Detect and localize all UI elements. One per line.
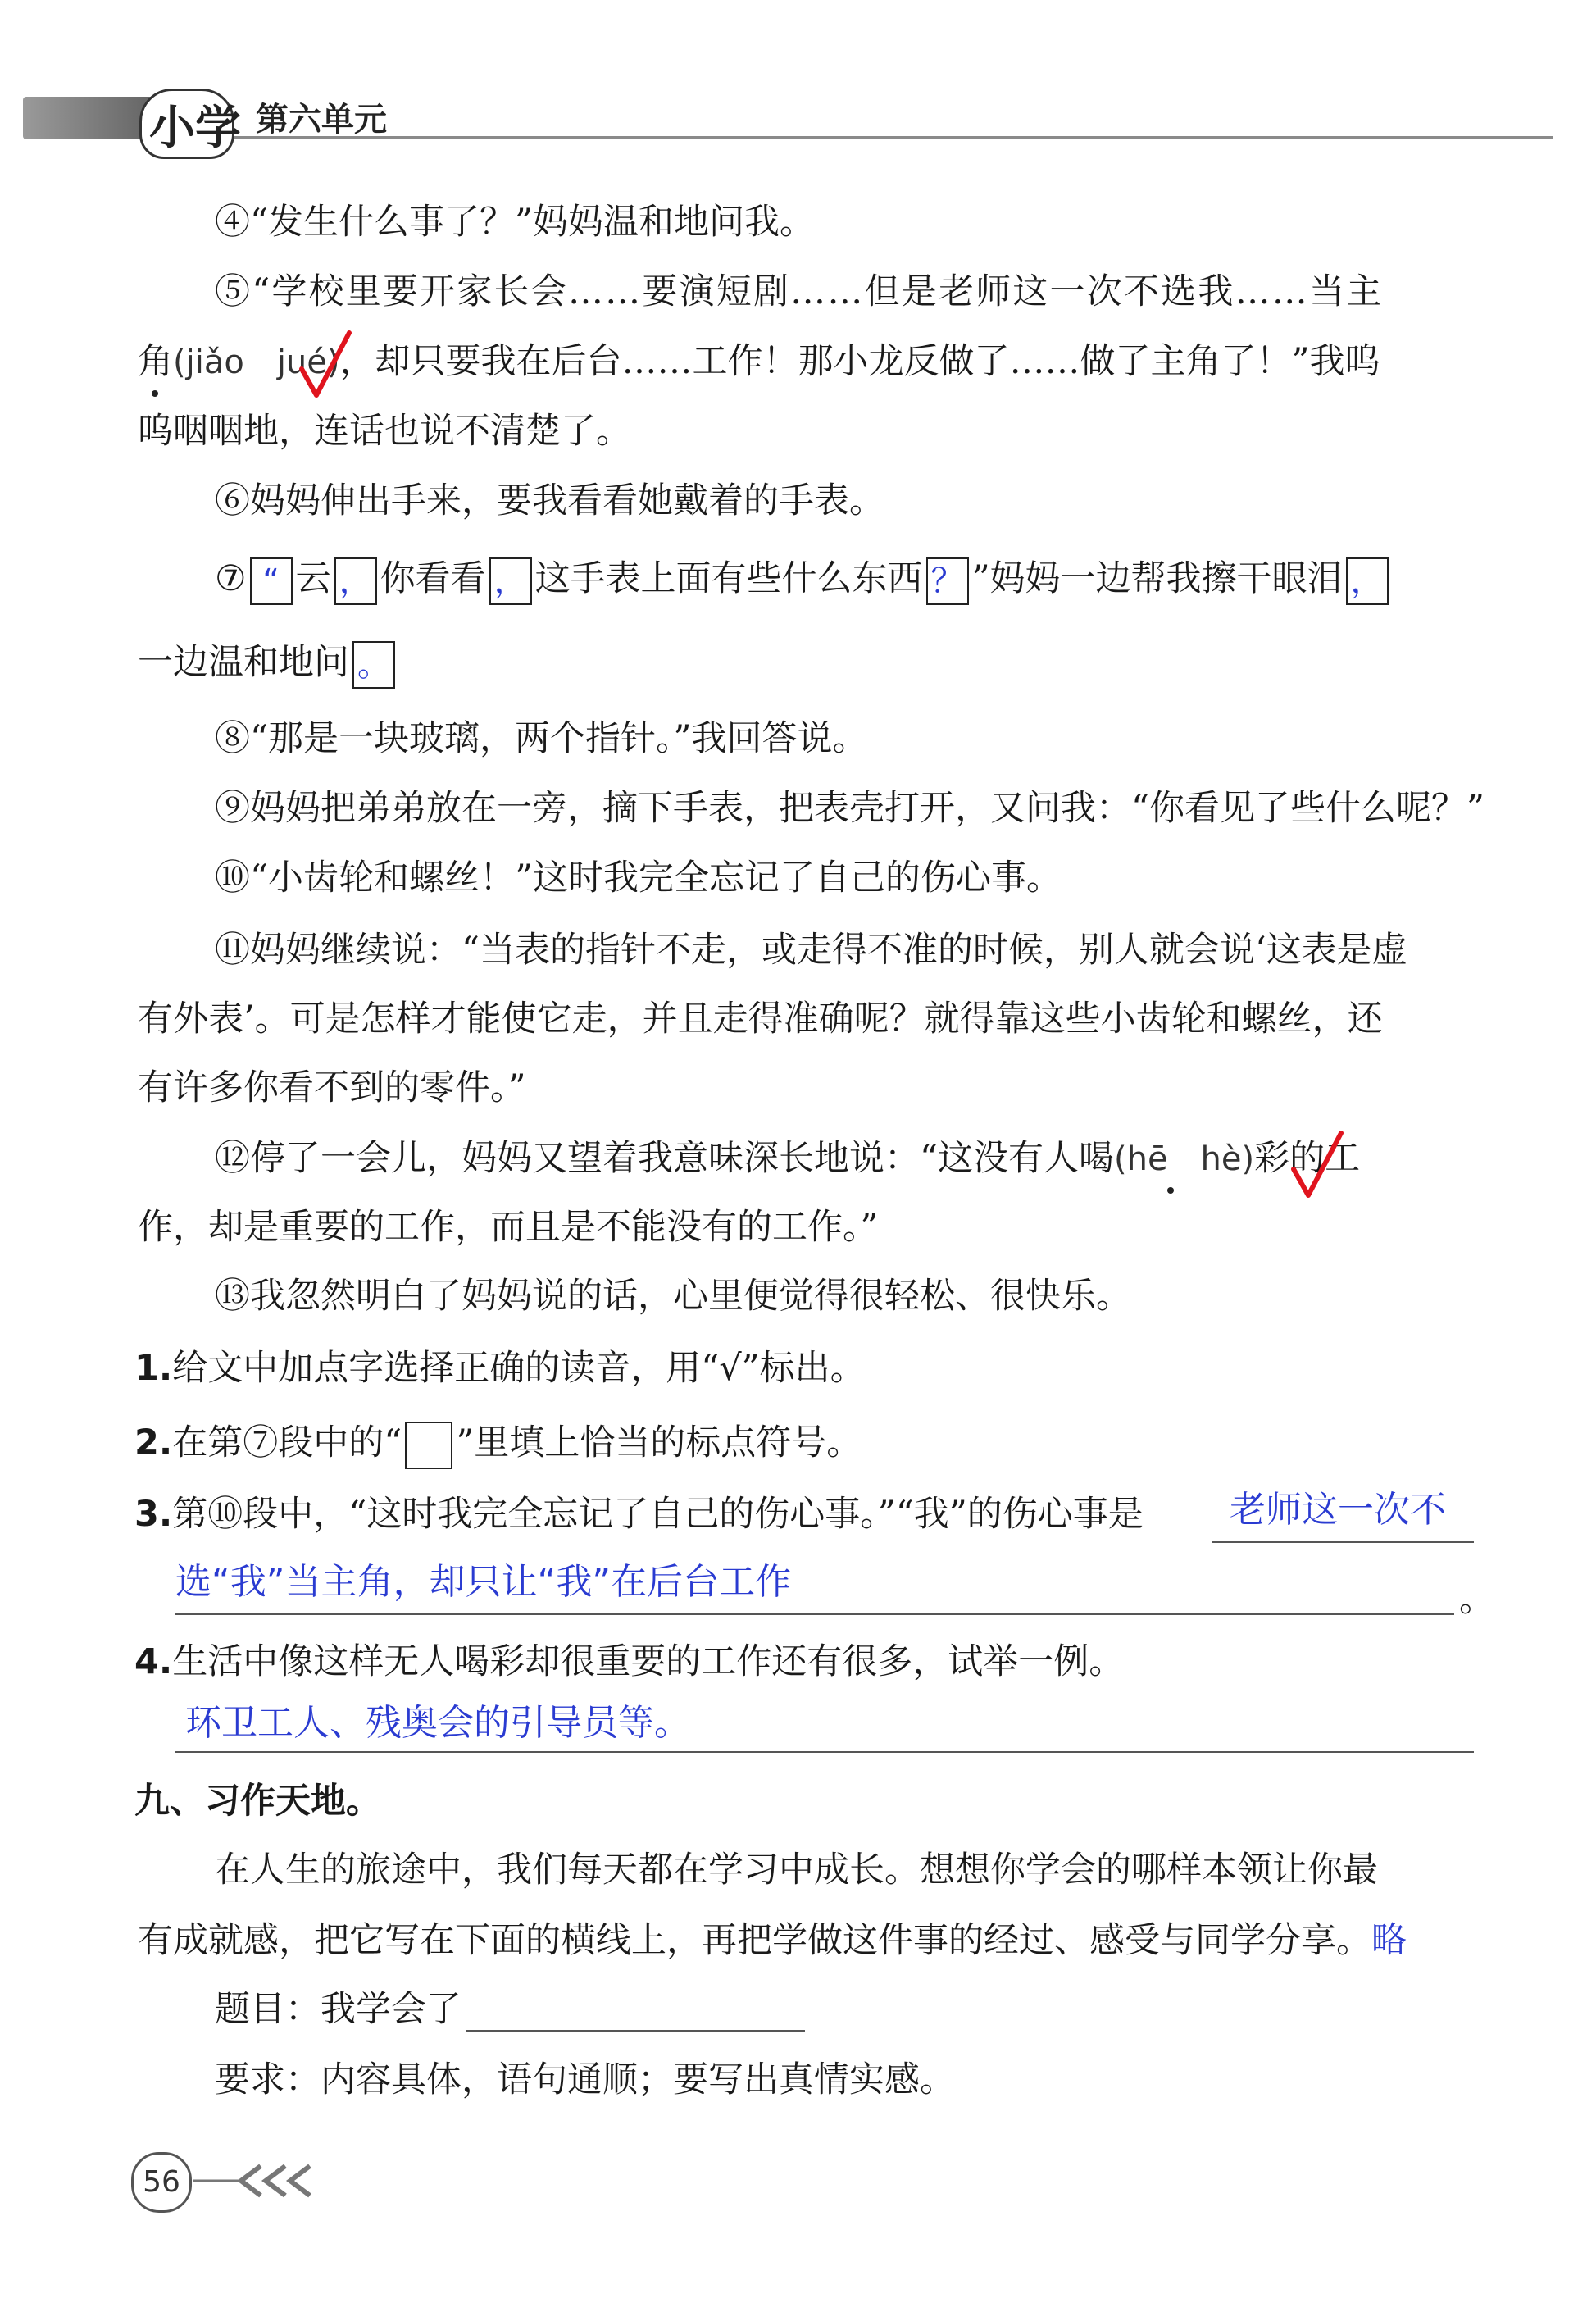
answer-line: [175, 1613, 1454, 1615]
emphasis-dot: [152, 390, 158, 397]
text-segment: 一边温和地问: [138, 642, 349, 683]
paragraph-11-line-3: 有许多你看不到的零件。”: [138, 1067, 526, 1108]
punctuation-box-2: ，: [334, 557, 377, 605]
answer-4: 环卫工人、残奥会的引导员等。: [185, 1702, 690, 1744]
punctuation-box-4: ？: [926, 557, 969, 605]
paragraph-7-line-2: [138, 641, 398, 689]
question-4: [134, 1641, 1125, 1682]
paragraph-11-line-2: 有外表’。可是怎样才能使它走，并且走得准确呢？就得靠这些小齿轮和螺丝，还: [138, 999, 1383, 1040]
text-segment: 云: [295, 558, 331, 599]
answer-line: [175, 1751, 1474, 1753]
question-text: 在第⑦段中的“: [172, 1422, 402, 1463]
writing-title-label: 题目：我学会了: [215, 1989, 462, 2030]
pinyin-options-jiao: (jiǎo jué): [173, 344, 340, 381]
writing-requirement: 要求：内容具体，语句通顺；要写出真情实感。: [215, 2059, 955, 2100]
emphasis-dot: [1167, 1187, 1174, 1194]
paragraph-5-line-3: 呜咽咽地，连话也说不清楚了。: [138, 411, 631, 452]
question-number: 1.: [134, 1348, 173, 1389]
text-segment: 你看看: [380, 558, 486, 599]
pinyin-options-he: (hē hè): [1113, 1140, 1255, 1178]
text-segment: ”妈妈一边帮我擦干眼泪: [971, 558, 1343, 599]
paragraph-13: ⑬我忽然明白了妈妈说的话，心里便觉得很轻松、很快乐。: [215, 1276, 1131, 1317]
paragraph-number: ⑦: [215, 558, 247, 599]
section-heading: 九、习作天地。: [134, 1781, 381, 1822]
answer-3-part-2: 选“我”当主角，却只让“我”在后台工作: [175, 1561, 792, 1603]
question-number: 2.: [134, 1422, 173, 1463]
answer-omitted: 略: [1371, 1920, 1407, 1961]
text-segment: 有成就感，把它写在下面的横线上，再把学做这件事的经过、感受与同学分享。: [138, 1920, 1371, 1961]
question-2: [134, 1422, 862, 1469]
paragraph-12-line-1: [215, 1138, 1361, 1179]
question-1: [134, 1348, 866, 1389]
punctuation-box-6: 。: [352, 641, 395, 689]
page-number: 56: [131, 2152, 192, 2213]
question-text: 第⑩段中，“这时我完全忘记了自己的伤心事。”“我”的伤心事是: [172, 1494, 1144, 1535]
paragraph-8: ⑧“那是一块玻璃，两个指针。”我回答说。: [215, 718, 868, 759]
punctuation-box-1: “: [250, 557, 293, 605]
answer-3-part-1: 老师这一次不: [1230, 1489, 1446, 1531]
arrows-decoration-icon: [190, 2159, 330, 2200]
punctuation-box-3: ，: [489, 557, 532, 605]
paragraph-9: ⑨妈妈把弟弟放在一旁，摘下手表，把表壳打开，又问我：“你看见了些什么呢？”: [215, 788, 1485, 829]
paragraph-10: ⑩“小齿轮和螺丝！”这时我完全忘记了自己的伤心事。: [215, 858, 1062, 899]
text-segment: ⑫停了一会儿，妈妈又望着我意味深长地说：“这没有人喝: [215, 1138, 1114, 1179]
question-3: [134, 1494, 1144, 1535]
dotted-char-jiao: 角: [138, 341, 173, 382]
check-mark-icon: [1289, 1128, 1346, 1202]
paragraph-4: ④“发生什么事了？”妈妈温和地问我。: [215, 202, 815, 243]
logo-text: 小学: [149, 102, 241, 155]
paragraph-11-line-1: ⑪妈妈继续说：“当表的指针不走，或走得不准的时候，别人就会说‘这表是虚: [215, 930, 1407, 971]
question-number: 4.: [134, 1641, 173, 1682]
writing-prompt-line-2: [138, 1920, 1407, 1961]
text-segment: 这手表上面有些什么东西: [534, 558, 923, 599]
punctuation-box-5: ，: [1346, 557, 1389, 605]
question-text: 给文中加点字选择正确的读音，用“√”标出。: [172, 1348, 866, 1389]
empty-box-icon: [405, 1422, 452, 1469]
answer-line: [1212, 1541, 1474, 1543]
text-segment: 彩的工: [1254, 1138, 1361, 1179]
paragraph-5-line-2-text: ，却只要我在后台……工作！那小龙反做了……做了主角了！”我呜: [339, 341, 1380, 382]
paragraph-7-line-1: [215, 557, 1392, 605]
question-text: 生活中像这样无人喝彩却很重要的工作还有很多，试举一例。: [172, 1641, 1125, 1682]
writing-prompt-line-1: 在人生的旅途中，我们每天都在学习中成长。想想你学会的哪样本领让你最: [215, 1850, 1378, 1891]
paragraph-12-line-2: 作，却是重要的工作，而且是不能没有的工作。”: [138, 1207, 879, 1248]
title-blank-line: [466, 2030, 805, 2032]
answer-3-end: 。: [1459, 1579, 1494, 1620]
paragraph-6: ⑥妈妈伸出手来，要我看看她戴着的手表。: [215, 480, 884, 521]
unit-title: 第六单元: [256, 101, 387, 139]
check-mark-icon: [297, 328, 354, 402]
paragraph-5-line-1: ⑤“学校里要开家长会……要演短剧……但是老师这一次不选我……当主: [215, 271, 1384, 312]
question-number: 3.: [134, 1494, 173, 1535]
question-text: ”里填上恰当的标点符号。: [456, 1422, 862, 1463]
